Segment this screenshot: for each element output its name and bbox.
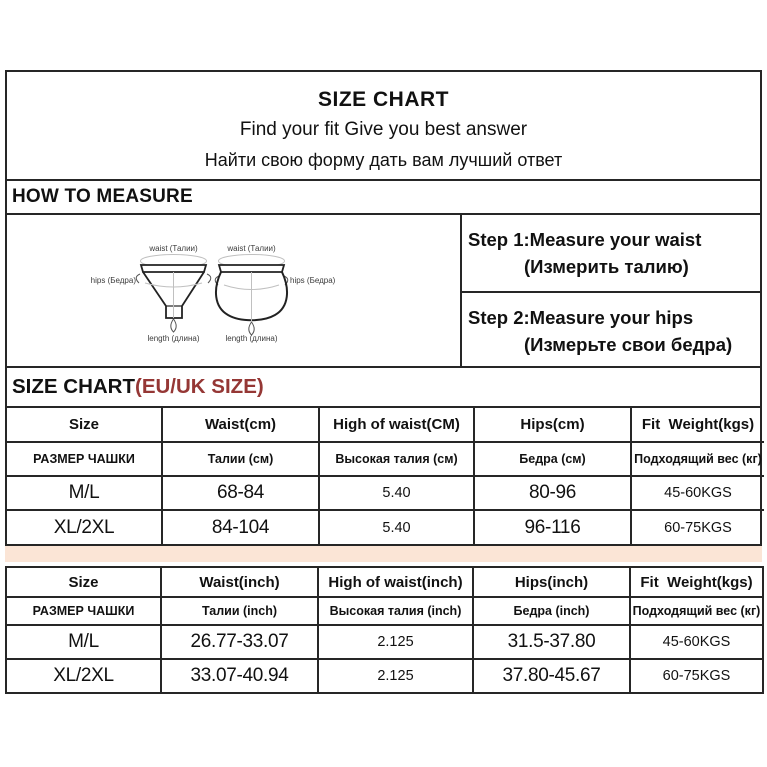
cm-header-size: Size bbox=[7, 408, 162, 442]
content-stack bbox=[5, 70, 762, 694]
diagram-length-label-right: length (длина) bbox=[225, 334, 278, 343]
cm-header-ru-high-of-waist: Высокая талия (см) bbox=[319, 442, 474, 476]
cm-header-ru-waist: Талии (см) bbox=[162, 442, 319, 476]
diagram-hips-label-left: hips (Бедра) bbox=[90, 276, 136, 285]
waistband-right bbox=[219, 265, 284, 272]
hip-ear-icon bbox=[136, 274, 140, 283]
main-panel bbox=[5, 70, 762, 546]
inch-header-ru-hips: Бедра (inch) bbox=[473, 597, 630, 625]
cm-header-fit-weight: Fit Weight(kgs) bbox=[631, 408, 764, 442]
diagram-waist-label-right: waist (Талии) bbox=[227, 244, 276, 253]
inch-header-row bbox=[6, 567, 763, 597]
step-1-text-ru: (Измерить талию) bbox=[524, 256, 689, 277]
size-chart-heading bbox=[7, 368, 760, 408]
step-1-text: Step 1:Measure your waist bbox=[468, 229, 702, 250]
how-to-measure-heading: HOW TO MEASURE bbox=[7, 181, 760, 215]
cm-cell: 84-104 bbox=[162, 510, 319, 544]
inch-cell: 2.125 bbox=[318, 625, 473, 659]
inch-cell: 31.5-37.80 bbox=[473, 625, 630, 659]
inch-cell: 60-75KGS bbox=[630, 659, 763, 693]
step-2-text: Step 2:Measure your hips bbox=[468, 307, 694, 328]
cm-header-hips: Hips(cm) bbox=[474, 408, 631, 442]
measure-section bbox=[7, 215, 760, 368]
cm-header-row-ru bbox=[7, 442, 764, 476]
hip-ear-icon bbox=[207, 274, 211, 283]
inch-header-fit-weight: Fit Weight(kgs) bbox=[630, 567, 763, 597]
page-title: SIZE CHART bbox=[318, 88, 449, 111]
cm-header-row bbox=[7, 408, 764, 442]
inch-cell: 33.07-40.94 bbox=[161, 659, 318, 693]
inch-header-hips: Hips(inch) bbox=[473, 567, 630, 597]
cm-header-ru-hips: Бедра (см) bbox=[474, 442, 631, 476]
inch-header-row-ru bbox=[6, 597, 763, 625]
cm-header-high-of-waist: High of waist(CM) bbox=[319, 408, 474, 442]
cm-header-ru-fit-weight: Подходящий вес (кг) bbox=[631, 442, 764, 476]
diagram-cell bbox=[7, 215, 460, 366]
subtitle-en: Find your fit Give you best answer bbox=[239, 119, 528, 140]
cm-cell: 68-84 bbox=[162, 476, 319, 510]
step-2 bbox=[462, 293, 760, 366]
diagram-waist-label-left: waist (Талии) bbox=[149, 244, 198, 253]
cm-cell: 45-60KGS bbox=[631, 476, 764, 510]
cm-header-ru-size: РАЗМЕР ЧАШКИ bbox=[7, 442, 162, 476]
inch-cell: 45-60KGS bbox=[630, 625, 763, 659]
panty-diagram bbox=[7, 215, 458, 366]
size-table-cm bbox=[7, 408, 764, 544]
inch-cell: M/L bbox=[6, 625, 161, 659]
cm-cell: 96-116 bbox=[474, 510, 631, 544]
table-row bbox=[6, 659, 763, 693]
inch-header-high-of-waist: High of waist(inch) bbox=[318, 567, 473, 597]
inch-header-ru-high-of-waist: Высокая талия (inch) bbox=[318, 597, 473, 625]
title-block bbox=[7, 72, 760, 181]
inch-header-waist: Waist(inch) bbox=[161, 567, 318, 597]
inch-header-ru-fit-weight: Подходящий вес (кг) bbox=[630, 597, 763, 625]
size-chart-heading-text: SIZE CHART bbox=[12, 375, 135, 398]
size-table-inch bbox=[5, 566, 764, 694]
inch-cell: 37.80-45.67 bbox=[473, 659, 630, 693]
step-2-text-ru: (Измерьте свои бедра) bbox=[524, 334, 733, 355]
inch-cell: 2.125 bbox=[318, 659, 473, 693]
inch-header-size: Size bbox=[6, 567, 161, 597]
subtitle-ru: Найти свою форму дать вам лучший ответ bbox=[204, 150, 563, 170]
divider-band bbox=[5, 546, 762, 562]
size-chart-heading-region: (EU/UK SIZE) bbox=[135, 375, 264, 398]
steps-column bbox=[460, 215, 760, 366]
cm-cell: 60-75KGS bbox=[631, 510, 764, 544]
length-marker-icon bbox=[171, 319, 176, 332]
step-1 bbox=[462, 215, 760, 293]
cm-cell: XL/2XL bbox=[7, 510, 162, 544]
inch-cell: 26.77-33.07 bbox=[161, 625, 318, 659]
diagram-hips-label-right: hips (Бедра) bbox=[290, 276, 336, 285]
inch-header-ru-waist: Талии (inch) bbox=[161, 597, 318, 625]
cm-cell: 5.40 bbox=[319, 510, 474, 544]
diagram-length-label-left: length (длина) bbox=[147, 334, 200, 343]
table-row bbox=[7, 476, 764, 510]
table-row bbox=[7, 510, 764, 544]
inch-header-ru-size: РАЗМЕР ЧАШКИ bbox=[6, 597, 161, 625]
waistband-left bbox=[141, 265, 206, 272]
cm-cell: M/L bbox=[7, 476, 162, 510]
cm-header-waist: Waist(cm) bbox=[162, 408, 319, 442]
cm-cell: 80-96 bbox=[474, 476, 631, 510]
table-row bbox=[6, 625, 763, 659]
cm-cell: 5.40 bbox=[319, 476, 474, 510]
inch-cell: XL/2XL bbox=[6, 659, 161, 693]
